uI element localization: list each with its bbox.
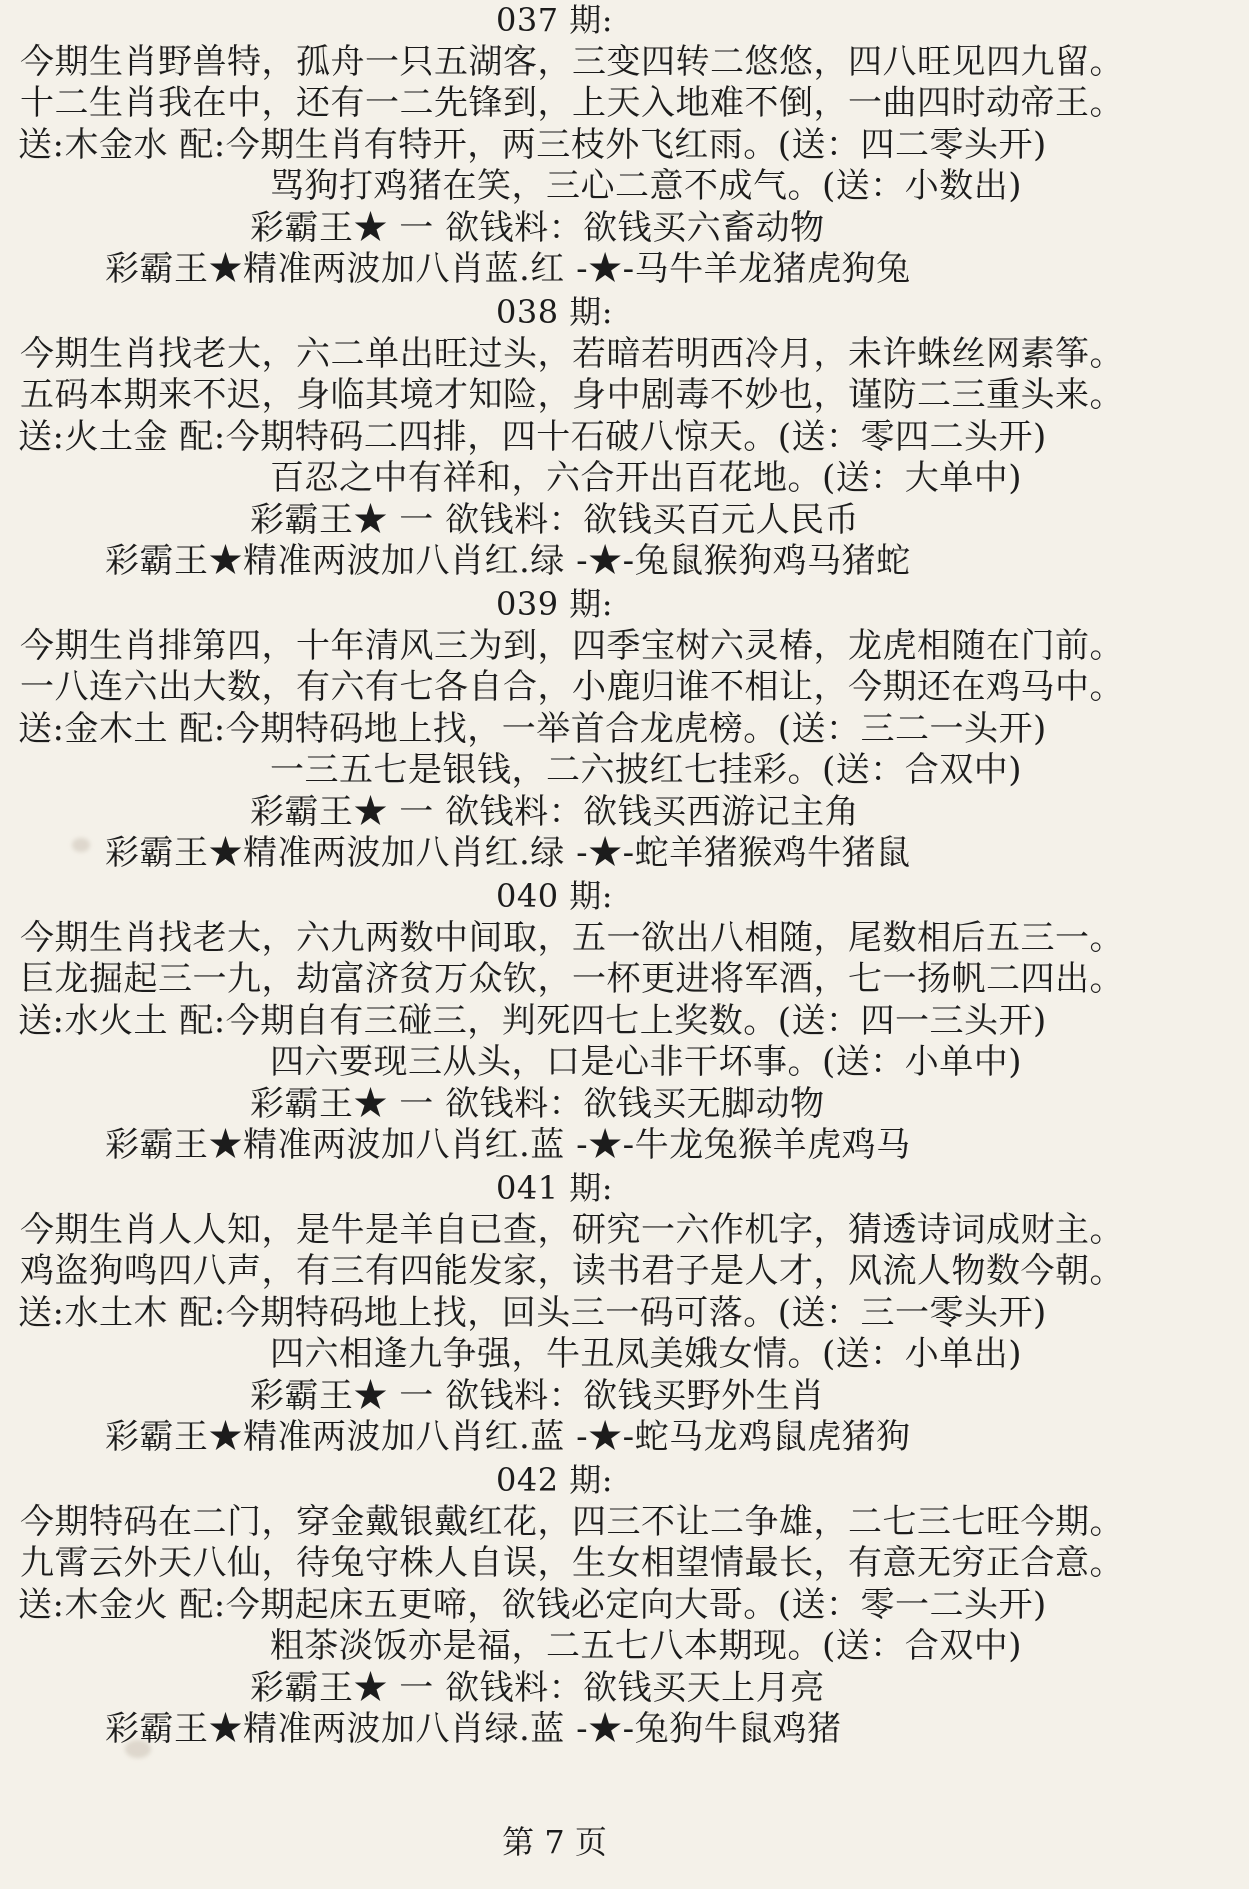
period-header: 041 期:: [495, 1169, 614, 1207]
period-block-038: [0, 292, 1249, 584]
send-line: 送:水土木 配:今期特码地上找，回头三一码可落。(送：三一零头开): [18, 1292, 1047, 1333]
verse-line: 五码本期来不迟，身临其境才知险，身中剧毒不妙也，谨防二三重头来。: [20, 375, 1124, 415]
precise-line: 彩霸王★精准两波加八肖红.绿 -★-蛇羊猪猴鸡牛猪鼠: [105, 833, 911, 873]
period-header: 037 期:: [495, 1, 614, 39]
fortune-line: 彩霸王★ 一 欲钱料：欲钱买西游记主角: [250, 791, 860, 832]
verse-line: 一八连六出大数，有六有七各自合，小鹿归谁不相让，今期还在鸡马中。: [20, 667, 1124, 707]
fortune-line: 彩霸王★ 一 欲钱料：欲钱买野外生肖: [250, 1375, 825, 1416]
period-block-037: [0, 0, 1249, 292]
poem-line: 骂狗打鸡猪在笑，三心二意不成气。(送：小数出): [270, 166, 1023, 206]
verse-line: 今期生肖排第四，十年清风三为到，四季宝树六灵椿，龙虎相随在门前。: [20, 625, 1124, 666]
verse-line: 十二生肖我在中，还有一二先锋到，上天入地难不倒，一曲四时动帝王。: [20, 83, 1124, 123]
verse-line: 今期生肖人人知，是牛是羊自已查，研究一六作机字，猜透诗词成财主。: [20, 1209, 1124, 1250]
fortune-line: 彩霸王★ 一 欲钱料：欲钱买百元人民币: [250, 499, 860, 540]
verse-line: 今期生肖找老大，六二单出旺过头，若暗若明西冷月，未许蛛丝网素筝。: [20, 333, 1124, 374]
period-block-041: [0, 1168, 1249, 1460]
verse-line: 鸡盗狗鸣四八声，有三有四能发家，读书君子是人才，风流人物数今朝。: [20, 1251, 1124, 1291]
precise-line: 彩霸王★精准两波加八肖红.蓝 -★-蛇马龙鸡鼠虎猪狗: [105, 1417, 911, 1457]
poem-line: 四六相逢九争强，牛丑凤美娥女情。(送：小单出): [270, 1334, 1023, 1374]
period-header: 040 期:: [495, 877, 614, 915]
verse-line: 今期生肖野兽特，孤舟一只五湖客，三变四转二悠悠，四八旺见四九留。: [20, 41, 1124, 82]
fortune-line: 彩霸王★ 一 欲钱料：欲钱买无脚动物: [250, 1083, 825, 1124]
period-header: 042 期:: [495, 1461, 614, 1499]
verse-line: 九霄云外天八仙，待兔守株人自误，生女相望情最长，有意无穷正合意。: [20, 1543, 1124, 1583]
ink-smudge: [125, 1740, 151, 1758]
period-block-040: [0, 876, 1249, 1168]
send-line: 送:木金火 配:今期起床五更啼，欲钱必定向大哥。(送：零一二头开): [18, 1584, 1047, 1625]
poem-line: 四六要现三从头，口是心非干坏事。(送：小单中): [270, 1042, 1023, 1082]
verse-line: 今期特码在二门，穿金戴银戴红花，四三不让二争雄，二七三七旺今期。: [20, 1501, 1124, 1542]
send-line: 送:火土金 配:今期特码二四排，四十石破八惊天。(送：零四二头开): [18, 416, 1047, 457]
precise-line: 彩霸王★精准两波加八肖红.蓝 -★-牛龙兔猴羊虎鸡马: [105, 1125, 911, 1165]
poem-line: 一三五七是银钱，二六披红七挂彩。(送：合双中): [270, 750, 1023, 790]
send-line: 送:水火土 配:今期自有三碰三，判死四七上奖数。(送：四一三头开): [18, 1000, 1047, 1041]
fortune-line: 彩霸王★ 一 欲钱料：欲钱买天上月亮: [250, 1667, 825, 1708]
precise-line: 彩霸王★精准两波加八肖蓝.红 -★-马牛羊龙猪虎狗兔: [105, 249, 911, 289]
send-line: 送:金木土 配:今期特码地上找，一举首合龙虎榜。(送：三二一头开): [18, 708, 1047, 749]
send-line: 送:木金水 配:今期生肖有特开，两三枝外飞红雨。(送：四二零头开): [18, 124, 1047, 165]
period-block-042: [0, 1460, 1249, 1752]
period-block-039: [0, 584, 1249, 876]
ink-smudge: [72, 838, 90, 852]
fortune-line: 彩霸王★ 一 欲钱料：欲钱买六畜动物: [250, 207, 825, 248]
poem-line: 粗茶淡饭亦是福，二五七八本期现。(送：合双中): [270, 1626, 1023, 1666]
precise-line: 彩霸王★精准两波加八肖绿.蓝 -★-兔狗牛鼠鸡猪: [105, 1709, 842, 1749]
poem-line: 百忍之中有祥和，六合开出百花地。(送：大单中): [270, 458, 1023, 498]
verse-line: 今期生肖找老大，六九两数中间取，五一欲出八相随，尾数相后五三一。: [20, 917, 1124, 958]
period-header: 038 期:: [495, 293, 614, 331]
period-header: 039 期:: [495, 585, 614, 623]
verse-line: 巨龙掘起三一九，劫富济贫万众钦，一杯更进将军酒，七一扬帆二四出。: [20, 959, 1124, 999]
page-number: 第 7 页: [502, 1823, 607, 1861]
precise-line: 彩霸王★精准两波加八肖红.绿 -★-兔鼠猴狗鸡马猪蛇: [105, 541, 911, 581]
